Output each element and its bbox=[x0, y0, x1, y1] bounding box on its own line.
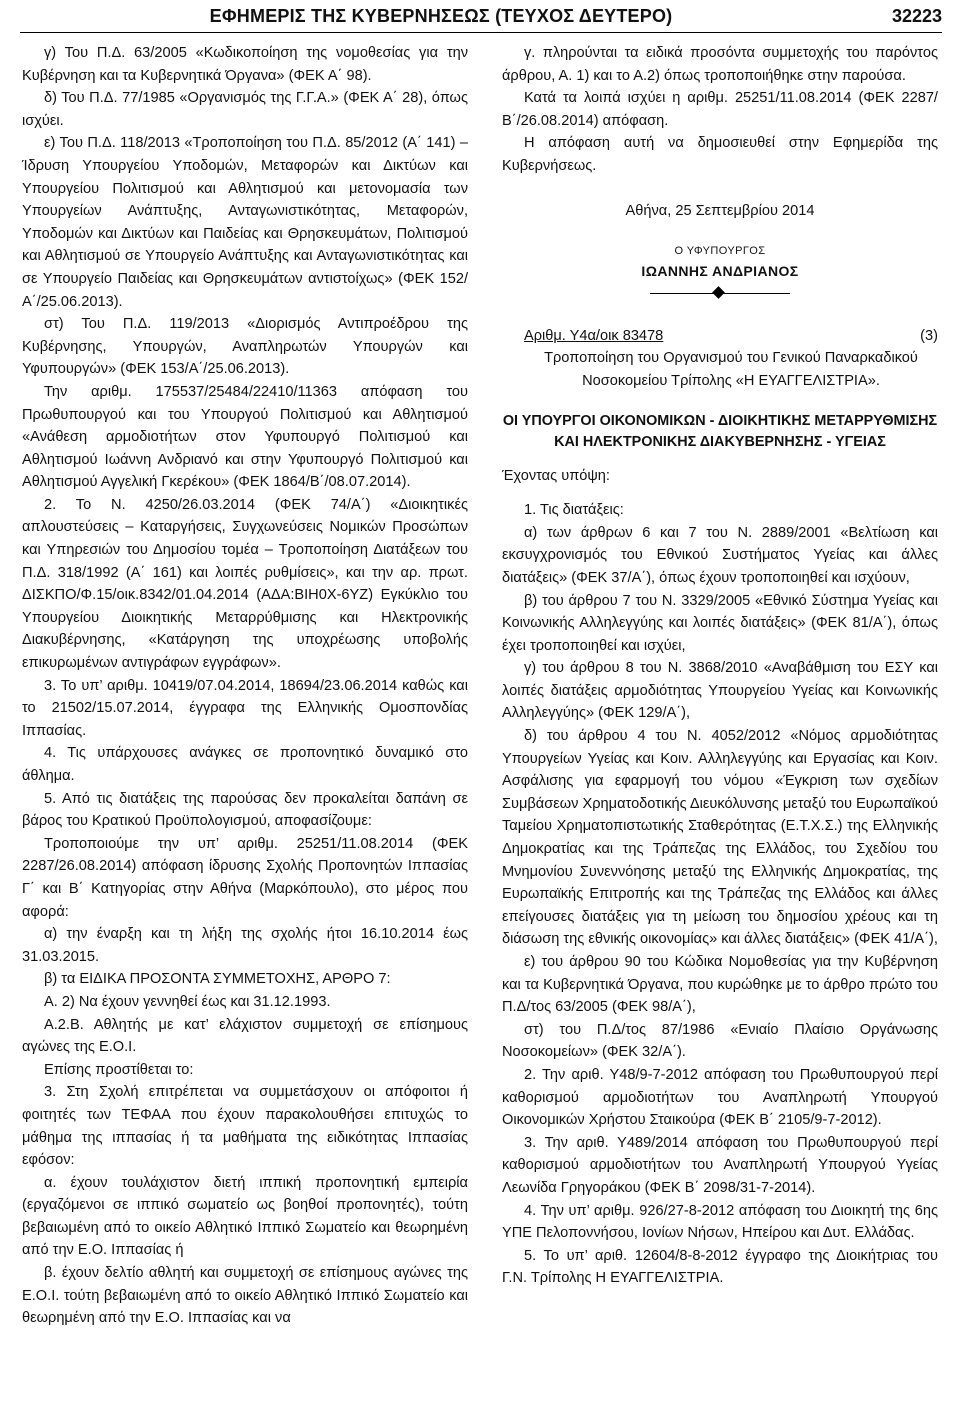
paragraph: β) τα ΕΙΔΙΚΑ ΠΡΟΣΟΝΤΑ ΣΥΜΜΕΤΟΧΗΣ, ΑΡΘΡΟ 7: bbox=[44, 971, 391, 988]
right-column bbox=[502, 42, 938, 1290]
paragraph: α) των άρθρων 6 και 7 του Ν. 2889/2001 «Βελτίωση και εκσυγχρονισμός του Εθνικού Συστήματος Υγείας και άλλες διατάξεις» (ΦΕΚ 37/Α΄), όπως έχουν τροποποιηθεί και ισχύουν, bbox=[502, 524, 938, 586]
paragraph: Α. 2) Να έχουν γεννηθεί έως και 31.12.1993. bbox=[44, 993, 331, 1010]
header-rule bbox=[20, 32, 942, 33]
paragraph: στ) του Π.Δ/τος 87/1986 «Ενιαίο Πλαίσιο Οργάνωσης Νοσοκομείων» (ΦΕΚ 32/Α΄). bbox=[502, 1021, 938, 1061]
paragraph: α) την έναρξη και τη λήξη της σχολής ήτοι 16.10.2014 έως 31.03.2015. bbox=[22, 926, 468, 965]
paragraph: 5. Το υπ’ αριθ. 12604/8-8-2012 έγγραφο της Διοικήτριας του Γ.Ν. Τρίπολης Η ΕΥΑΓΓΕΛΙΣΤΡΙΑ. bbox=[502, 1247, 938, 1287]
paragraph: ε) Του Π.Δ. 118/2013 «Τροποποίηση του Π.Δ. 85/2012 (Α΄ 141) – Ίδρυση Υπουργείου Υποδομών, Μεταφορών και Δικτύων και Υπουργείου Πολιτισμού και Αθλητισμού και μετονομασία των Υπουργείων Ανάπτυξης, Ανταγωνιστικότητας, Μεταφορών, Υποδομών και Δικτύων και Παιδείας και Θρησκευμάτων, Πολιτισμού και Αθλητισμού σε Υπουργείο Ανάπτυξης και Ανταγωνιστικότητας και σε Υπουργείο Παιδείας και Θρησκευμάτων αντιστοίχως» (ΦΕΚ 152/Α΄/25.06.2013). bbox=[22, 135, 468, 310]
paragraph: Η απόφαση αυτή να δημοσιευθεί στην Εφημερίδα της Κυβερνήσεως. bbox=[502, 135, 938, 174]
paragraph: 5. Από τις διατάξεις της παρούσας δεν προκαλείται δαπάνη σε βάρος του Κρατικού Προϋπολογισμού, αποφασίζουμε: bbox=[22, 790, 468, 830]
paragraph: 2. Το Ν. 4250/26.03.2014 (ΦΕΚ 74/Α΄) «Διοικητικές απλουστεύσεις – Καταργήσεις, Συγχωνεύσεις Νομικών Προσώπων και Υπηρεσιών του Δημοσίου τομέα – Τροποποίηση Διατάξεων του Π.Δ. 318/1992 (Α΄ 161) και λοιπές ρυθμίσεις», και την αρ. πρωτ. ΔΙΣΚΠΟ/Φ.15/οικ.8342/01.04.2014 (ΑΔΑ:ΒΙΗ0Χ-6ΥΖ) Εγκύκλιο του Υπουργείου Διοικητικής Μεταρρύθμισης και Ηλεκτρονικής Διακυβέρνησης, «Κατάργηση της υποχρέωσης υποβολής επικυρωμένων αντιγράφων εγγράφων». bbox=[22, 496, 468, 672]
signatory-role: Ο ΥΦΥΠΟΥΡΓΟΣ bbox=[674, 245, 766, 258]
page-header bbox=[20, 6, 942, 30]
decision-title: Τροποποίηση του Οργανισμού του Γενικού Παναρκαδικού Νοσοκομείου Τρίπολης «Η ΕΥΑΓΓΕΛΙΣΤΡΙΑ». bbox=[544, 350, 918, 389]
paragraph: ε) του άρθρου 90 του Κώδικα Νομοθεσίας για την Κυβέρνηση και τα Κυβερνητικά Όργανα, που κυρώθηκε με το άρθρο πρώτο του Π.Δ/τος 63/2005 (ΦΕΚ 98/Α΄), bbox=[502, 954, 938, 1016]
paragraph: γ. πληρούνται τα ειδικά προσόντα συμμετοχής του παρόντος άρθρου, Α. 1) και το Α.2) όπως τροποποιήθηκε στην παρούσα. bbox=[502, 45, 938, 84]
section-divider bbox=[650, 283, 790, 305]
paragraph: Τροποποιούμε την υπ’ αριθμ. 25251/11.08.2014 (ΦΕΚ 2287/26.08.2014) απόφαση ίδρυσης Σχολής Προπονητών Ιππασίας Γ΄ και Β΄ Κατηγορίας στην Αθήνα (Μαρκόπουλο), στο μέρος που αφορά: bbox=[22, 835, 468, 920]
signatory-name: ΙΩΑΝΝΗΣ ΑΝΔΡΙΑΝΟΣ bbox=[641, 263, 799, 280]
paragraph: β. έχουν δελτίο αθλητή και συμμετοχή σε επίσημους αγώνες της Ε.Ο.Ι. τούτη βεβαιωμένη από το οικείο Αθλητικό Ιππικό Σωματείο και θεωρημένη από την Ε.Ο. Ιππασίας και να bbox=[22, 1265, 468, 1327]
decision-header bbox=[502, 325, 938, 348]
page-number: 32223 bbox=[891, 6, 942, 26]
paragraph: 4. Την υπ’ αριθμ. 926/27-8-2012 απόφαση του Διοικητή της 6ης ΥΠΕ Πελοποννήσου, Ιονίων Νήσων, Ηπείρου και Δυτ. Ελλάδας. bbox=[502, 1202, 938, 1242]
paragraph: β) του άρθρου 7 του Ν. 3329/2005 «Εθνικό Σύστημα Υγείας και Κοινωνικής Αλληλεγγύης και λοιπές διατάξεις» (ΦΕΚ 81/Α΄), όπως έχει τροποποιηθεί και ισχύει, bbox=[502, 592, 938, 654]
paragraph: 3. Την αριθ. Υ489/2014 απόφαση του Πρωθυπουργού περί καθορισμού αρμοδιοτήτων του Αναπληρωτή Υπουργού Υγείας Λεωνίδα Γρηγοράκου (ΦΕΚ Β΄ 2098/31-7-2014). bbox=[502, 1134, 938, 1196]
paragraph: Επίσης προστίθεται το: bbox=[44, 1061, 194, 1078]
paragraph: στ) Του Π.Δ. 119/2013 «Διορισμός Αντιπροέδρου της Κυβέρνησης, Υπουργών, Αναπληρωτών Υπουργών και Υφυπουργών» (ΦΕΚ 153/Α΄/25.06.2013). bbox=[22, 316, 468, 378]
left-column bbox=[22, 42, 468, 1330]
paragraph: Την αριθμ. 175537/25484/22410/11363 απόφαση του Πρωθυπουργού και του Υπουργού Πολιτισμού και Αθλητισμού «Ανάθεση αρμοδιοτήτων στον Υφυπουργό Πολιτισμού και Αθλητισμού Ιωάννη Ανδριανό και στην Υφυπουργό Πολιτισμού και Αθλητισμού Αγγελική Γκερέκου» (ΦΕΚ 1864/Β΄/08.07.2014). bbox=[22, 383, 468, 491]
paragraph: 2. Την αριθ. Υ48/9-7-2012 απόφαση του Πρωθυπουργού περί καθορισμού αρμοδιοτήτων του Αναπληρωτή Υπουργού Οικονομικών Χρήστου Σταικούρα (ΦΕΚ Β΄ 2105/9-7-2012). bbox=[502, 1066, 938, 1129]
paragraph: δ) του άρθρου 4 του Ν. 4052/2012 «Νόμος αρμοδιότητας Υπουργείων Υγείας και Κοιν. Αλληλεγγύης και Εργασίας και Κοιν. Ασφάλισης για εφαρμογή του νόμου «Έγκριση των σχεδίων Συμβάσεων Χρηματοδοτικής Διευκόλυνσης μεταξύ του Ευρωπαϊκού Ταμείου Χρηματοπιστωτικής Σταθερότητας (Ε.Τ.Χ.Σ.) της Ελληνικής Δημοκρατίας και της Τράπεζας της Ελλάδος, του Σχεδίου του Μνημονίου Συνεννόησης μεταξύ της Ελληνικής Δημοκρατίας, της Ευρωπαϊκής Επιτροπής και της Τράπεζας της Ελλάδος και άλλες επείγουσες διατάξεις για τη μείωση του δημοσίου χρέους και τη διάσωση της εθνικής οικονομίας» και άλλες διατάξεις» (ΦΕΚ 41/Α΄), bbox=[502, 728, 938, 948]
paragraph: Α.2.Β. Αθλητής με κατ’ ελάχιστον συμμετοχή σε επίσημους αγώνες της Ε.Ο.Ι. bbox=[22, 1016, 468, 1056]
paragraph: γ) του άρθρου 8 του Ν. 3868/2010 «Αναβάθμιση του ΕΣΥ και λοιπές διατάξεις αρμοδιότητας Υπουργείου Υγείας και Κοινωνικής Αλληλεγγύης» (ΦΕΚ 129/Α΄), bbox=[502, 660, 938, 722]
gazette-title: ΕΦΗΜΕΡΙΣ ΤΗΣ ΚΥΒΕΡΝΗΣΕΩΣ (ΤΕΥΧΟΣ ΔΕΥΤΕΡΟ) bbox=[209, 6, 673, 26]
place-date: Αθήνα, 25 Σεπτεμβρίου 2014 bbox=[625, 202, 815, 219]
ministers-heading: ΟΙ ΥΠΟΥΡΓΟΙ ΟΙΚΟΝΟΜΙΚΩΝ - ΔΙΟΙΚΗΤΙΚΗΣ ΜΕΤΑΡΡΥΘΜΙΣΗΣ ΚΑΙ ΗΛΕΚΤΡΟΝΙΚΗΣ ΔΙΑΚΥΒΕΡΝΗΣΗΣ - ΥΓΕΙΑΣ bbox=[502, 412, 938, 450]
paragraph: 4. Τις υπάρχουσες ανάγκες σε προπονητικό δυναμικό στο άθλημα. bbox=[22, 745, 468, 784]
decision-number: Αριθμ. Υ4α/οικ 83478 bbox=[524, 327, 664, 344]
paragraph: 1. Τις διατάξεις: bbox=[524, 502, 624, 519]
having-considered: Έχοντας υπόψη: bbox=[502, 467, 610, 484]
paragraph: γ) Του Π.Δ. 63/2005 «Κωδικοποίηση της νομοθεσίας για την Κυβέρνηση και τα Κυβερνητικά Όργανα» (ΦΕΚ Α΄ 98). bbox=[22, 45, 468, 84]
paragraph: Κατά τα λοιπά ισχύει η αριθμ. 25251/11.08.2014 (ΦΕΚ 2287/Β΄/26.08.2014) απόφαση. bbox=[502, 90, 938, 129]
paragraph: 3. Το υπ’ αριθμ. 10419/07.04.2014, 18694/23.06.2014 καθώς και το 21502/15.07.2014, έγγραφα της Ελληνικής Ομοσπονδίας Ιππασίας. bbox=[22, 677, 468, 739]
paragraph: δ) Του Π.Δ. 77/1985 «Οργανισμός της Γ.Γ.Α.» (ΦΕΚ Α΄ 28), όπως ισχύει. bbox=[22, 90, 468, 129]
paragraph: α. έχουν τουλάχιστον διετή ιππική προπονητική εμπειρία (εργαζόμενοι σε ιππικό σωματείο ως βοηθοί προπονητές), τούτη βεβαιωμένη από το οικείο Αθλητικό Ιππικό Σωματείο και θεωρημένη από την Ε.Ο. Ιππασίας ή bbox=[22, 1174, 468, 1259]
paragraph: 3. Στη Σχολή επιτρέπεται να συμμετάσχουν οι απόφοιτοι ή φοιτητές των ΤΕΦΑΑ που έχουν παρακολουθήσει επιτυχώς το μάθημα της ιππασίας ή τα μαθήματα της ειδικότητας Ιππασίας εφόσον: bbox=[22, 1084, 468, 1169]
decision-index: (3) bbox=[920, 327, 938, 344]
diamond-icon bbox=[712, 286, 725, 299]
